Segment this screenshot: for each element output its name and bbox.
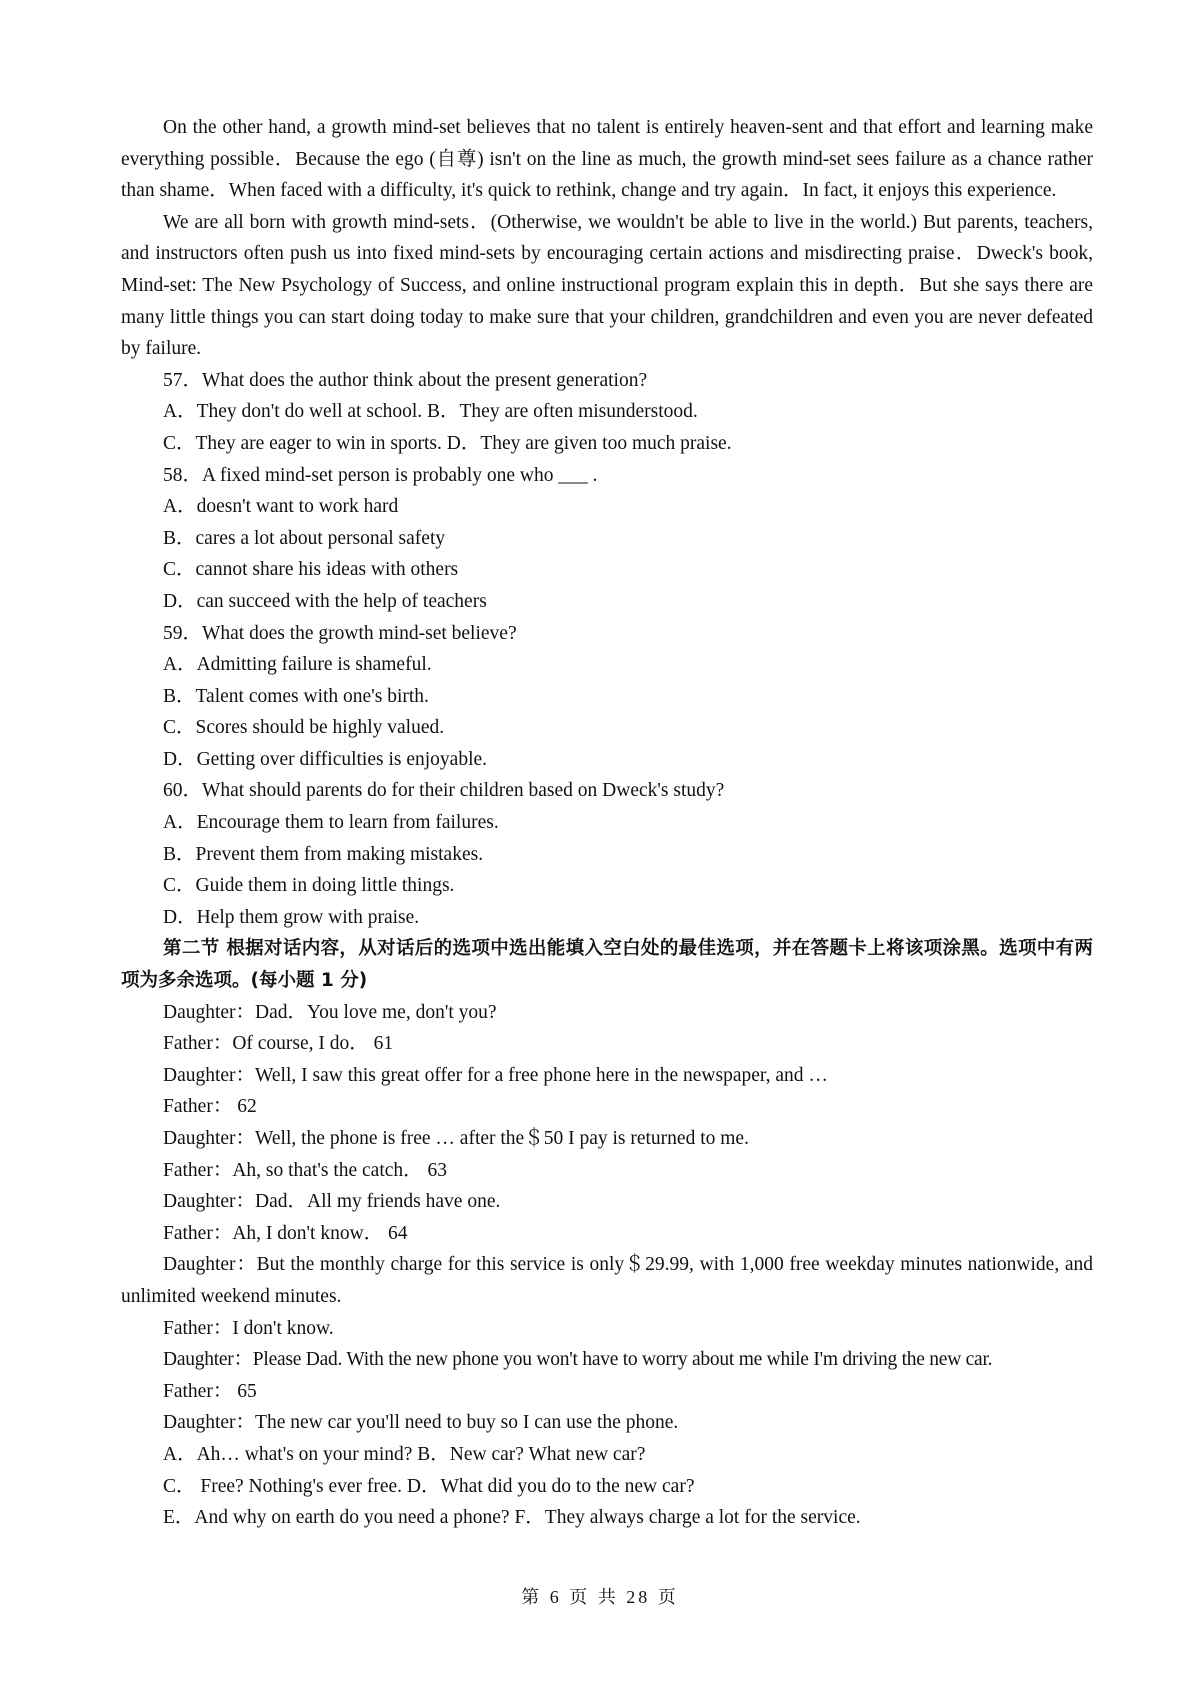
dialogue-line: Daughter：But the monthly charge for this service is only＄29.99, with 1,000 free weekday minutes nationwide, and unlimited weekend minutes. xyxy=(121,1254,1093,1307)
question-60-option-d: D．Help them grow with praise. xyxy=(163,906,420,928)
question-59-option-c: C．Scores should be highly valued. xyxy=(163,717,445,739)
question-60-option-c: C．Guide them in doing little things. xyxy=(163,875,455,897)
dialogue-line: Father：Of course, I do． 61 xyxy=(163,1033,394,1055)
dialogue-line: Father：Ah, I don't know． 64 xyxy=(163,1222,408,1244)
dialogue-line: Daughter：Well, I saw this great offer for a free phone here in the newspaper, and … xyxy=(163,1064,828,1086)
question-59-option-a: A．Admitting failure is shameful. xyxy=(163,654,432,676)
question-57: 57．What does the author think about the present generation? xyxy=(163,369,648,391)
question-57-options-ab: A．They don't do well at school. B．They are often misunderstood. xyxy=(163,401,698,423)
question-59-option-d: D．Getting over difficulties is enjoyable. xyxy=(163,748,488,770)
question-58-option-a: A．doesn't want to work hard xyxy=(163,496,399,518)
question-58: 58．A fixed mind-set person is probably one who ___ . xyxy=(163,464,598,486)
answer-options-cd: C． Free? Nothing's ever free. D．What did you do to the new car? xyxy=(163,1475,695,1497)
question-60: 60．What should parents do for their children based on Dweck's study? xyxy=(163,780,725,802)
question-60-option-a: A．Encourage them to learn from failures. xyxy=(163,812,499,834)
dialogue-line: Father： 65 xyxy=(163,1380,257,1402)
question-58-option-b: B．cares a lot about personal safety xyxy=(163,527,446,549)
dialogue-line: Daughter：Dad．All my friends have one. xyxy=(163,1191,501,1213)
question-58-option-c: C．cannot share his ideas with others xyxy=(163,559,459,581)
dialogue-line: Daughter：Well, the phone is free … after the＄50 I pay is returned to me. xyxy=(163,1128,749,1149)
dialogue-line: Daughter：Dad．You love me, don't you? xyxy=(163,1001,497,1023)
page-footer: 第 6 页 共 28 页 xyxy=(521,1587,679,1607)
section-2-heading: 第二节 根据对话内容，从对话后的选项中选出能填入空白处的最佳选项，并在答题卡上将该项涂黑。选项中有两项为多余选项。(每小题 1 分) xyxy=(121,938,1093,992)
page-content xyxy=(121,112,1093,1534)
answer-options-ab: A．Ah… what's on your mind? B．New car? What new car? xyxy=(163,1443,646,1465)
question-59-option-b: B．Talent comes with one's birth. xyxy=(163,685,429,707)
question-60-option-b: B．Prevent them from making mistakes. xyxy=(163,843,484,865)
dialogue-line: Father： 62 xyxy=(163,1096,257,1118)
dialogue-line: Daughter：Please Dad. With the new phone you won't have to worry about me while I'm driving the new car. xyxy=(163,1349,993,1371)
dialogue-line: Father：I don't know. xyxy=(163,1317,334,1339)
passage-paragraph: We are all born with growth mind-sets．(Otherwise, we wouldn't be able to live in the world.) But parents, teachers, and instructors often push us into fixed mind-sets by encouraging certain actions and misdirecting praise．Dweck's book, Mind-set: The New Psychology of Success, and online instructional program explain this in depth．But she says there are many little things you can start doing today to make sure that your children, grandchildren and even you are never defeated by failure. xyxy=(121,211,1093,360)
passage-paragraph: On the other hand, a growth mind-set believes that no talent is entirely heaven-sent and that effort and learning make everything possible．Because the ego (自尊) isn't on the line as much, the growth mind-set sees failure as a chance rather than shame．When faced with a difficulty, it's quick to rethink, change and try again．In fact, it enjoys this experience. xyxy=(121,117,1093,202)
question-58-option-d: D．can succeed with the help of teachers xyxy=(163,590,487,612)
question-57-options-cd: C．They are eager to win in sports. D．They are given too much praise. xyxy=(163,432,732,454)
answer-options-ef: E．And why on earth do you need a phone? F．They always charge a lot for the service. xyxy=(163,1507,861,1529)
dialogue-line: Daughter：The new car you'll need to buy so I can use the phone. xyxy=(163,1412,679,1434)
question-59: 59．What does the growth mind-set believe? xyxy=(163,622,517,644)
dialogue-line: Father：Ah, so that's the catch． 63 xyxy=(163,1159,448,1181)
